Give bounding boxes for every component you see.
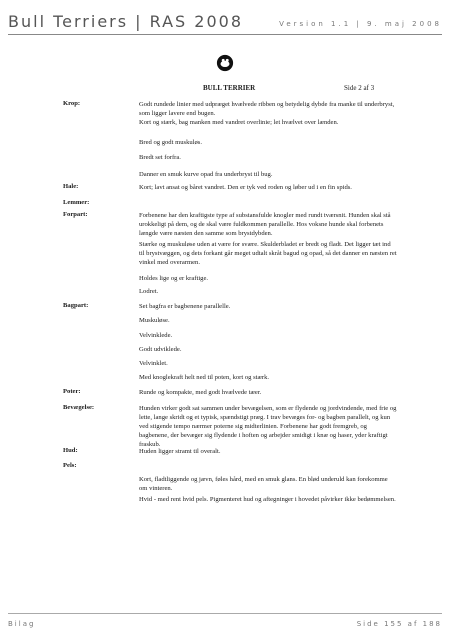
row-description: Holdes lige og er kraftige. — [139, 275, 209, 282]
row-description: Kort og stærk, bag manken med vandret overlinie; let hvælvet over lænden. — [139, 119, 339, 126]
footer-left: Bilag — [8, 620, 36, 628]
row-description: Runde og kompakte, med godt hvælvede tæer. — [139, 389, 262, 396]
row-description: Velvinklet. — [139, 360, 168, 367]
row-description: Godt udviklede. — [139, 346, 182, 353]
breed-title: BULL TERRIER — [203, 84, 256, 92]
footer-page-number: Side 155 af 188 — [356, 620, 442, 628]
row-description: Kort; lavt ansat og båret vandret. Den er tyk ved roden og løber ud i en fin spids. — [139, 184, 352, 191]
page-indicator: Side 2 af 3 — [344, 84, 375, 92]
row-description: Velvinklede. — [139, 332, 173, 339]
row-description: Godt rundede linier med udpræget hvælvede ribben og betydelig dybde fra manke til underbryst, som ligger lavere end bugen. — [139, 101, 395, 117]
document-version: Version 1.1 | 9. maj 2008 — [279, 20, 442, 28]
footer-divider — [8, 613, 442, 614]
row-label: Bagpart: — [63, 302, 89, 309]
row-description: Hvid - med rent hvid pels. Pigmenteret hud og aftegninger i hovedet påvirker ikke bedømmelsen. — [139, 496, 396, 503]
row-label: Hale: — [63, 183, 79, 190]
row-description: Kort, fladtliggende og jævn, føles hård, med en smuk glans. En blød underuld kan forekomme om vinteren. — [139, 476, 388, 492]
row-description: Med knoglekraft helt ned til poten, kort og stærk. — [139, 374, 270, 381]
row-description: Huden ligger stramt til overalt. — [139, 448, 221, 455]
row-label: Lemmer: — [63, 199, 90, 206]
document-header-title: Bull Terriers | RAS 2008 — [8, 12, 244, 31]
row-description: Hunden virker godt sat sammen under bevægelsen, som er flydende og jordvindende, med frie og lette, lange skridt og et typisk, spændstigt præg. I trav bevæges for- og bagben parallelt, og kun ved stigende tempo nærmer poterne sig midterlinien. Forbenene har godt fremgreb, og bagbenene, der bevæger sig flydende i hoften og arbejder smidigt i knæ og haser, yder kraftigt fraskub. — [139, 405, 397, 448]
club-logo-icon — [216, 54, 234, 72]
row-label: Forpart: — [63, 211, 88, 218]
row-label: Hud: — [63, 447, 78, 454]
row-description: Muskuløse. — [139, 317, 170, 324]
row-description: Bred og godt muskuløs. — [139, 139, 203, 146]
row-label: Poter: — [63, 388, 81, 395]
row-label: Pels: — [63, 462, 77, 469]
header-divider — [8, 34, 442, 35]
row-label: Krop: — [63, 100, 81, 107]
row-description: Stærke og muskuløse uden at være for svære. Skulderbladet er bredt og fladt. Det ligger tæt ind til brystvæggen, og dets forkant går meget udtalt skråt bagud og opad, så det danner en næsten ret vinkel med overarmen. — [139, 241, 397, 266]
row-description: Forbenene har den kraftigste type af substansfulde knogler med rundt tværsnit. Hunden skal stå urokkeligt på dem, og de skal være fuldkommen parallelle. Hos voksne hunde skal forbenets længde være næsten den samme som brystdybden. — [139, 212, 391, 237]
row-label: Bevægelse: — [63, 404, 95, 411]
row-description: Danner en smuk kurve opad fra underbryst til bug. — [139, 171, 273, 178]
row-description: Lodret. — [139, 288, 159, 295]
row-description: Set bagfra er bagbenene parallelle. — [139, 303, 231, 310]
row-description: Bredt set forfra. — [139, 154, 181, 161]
